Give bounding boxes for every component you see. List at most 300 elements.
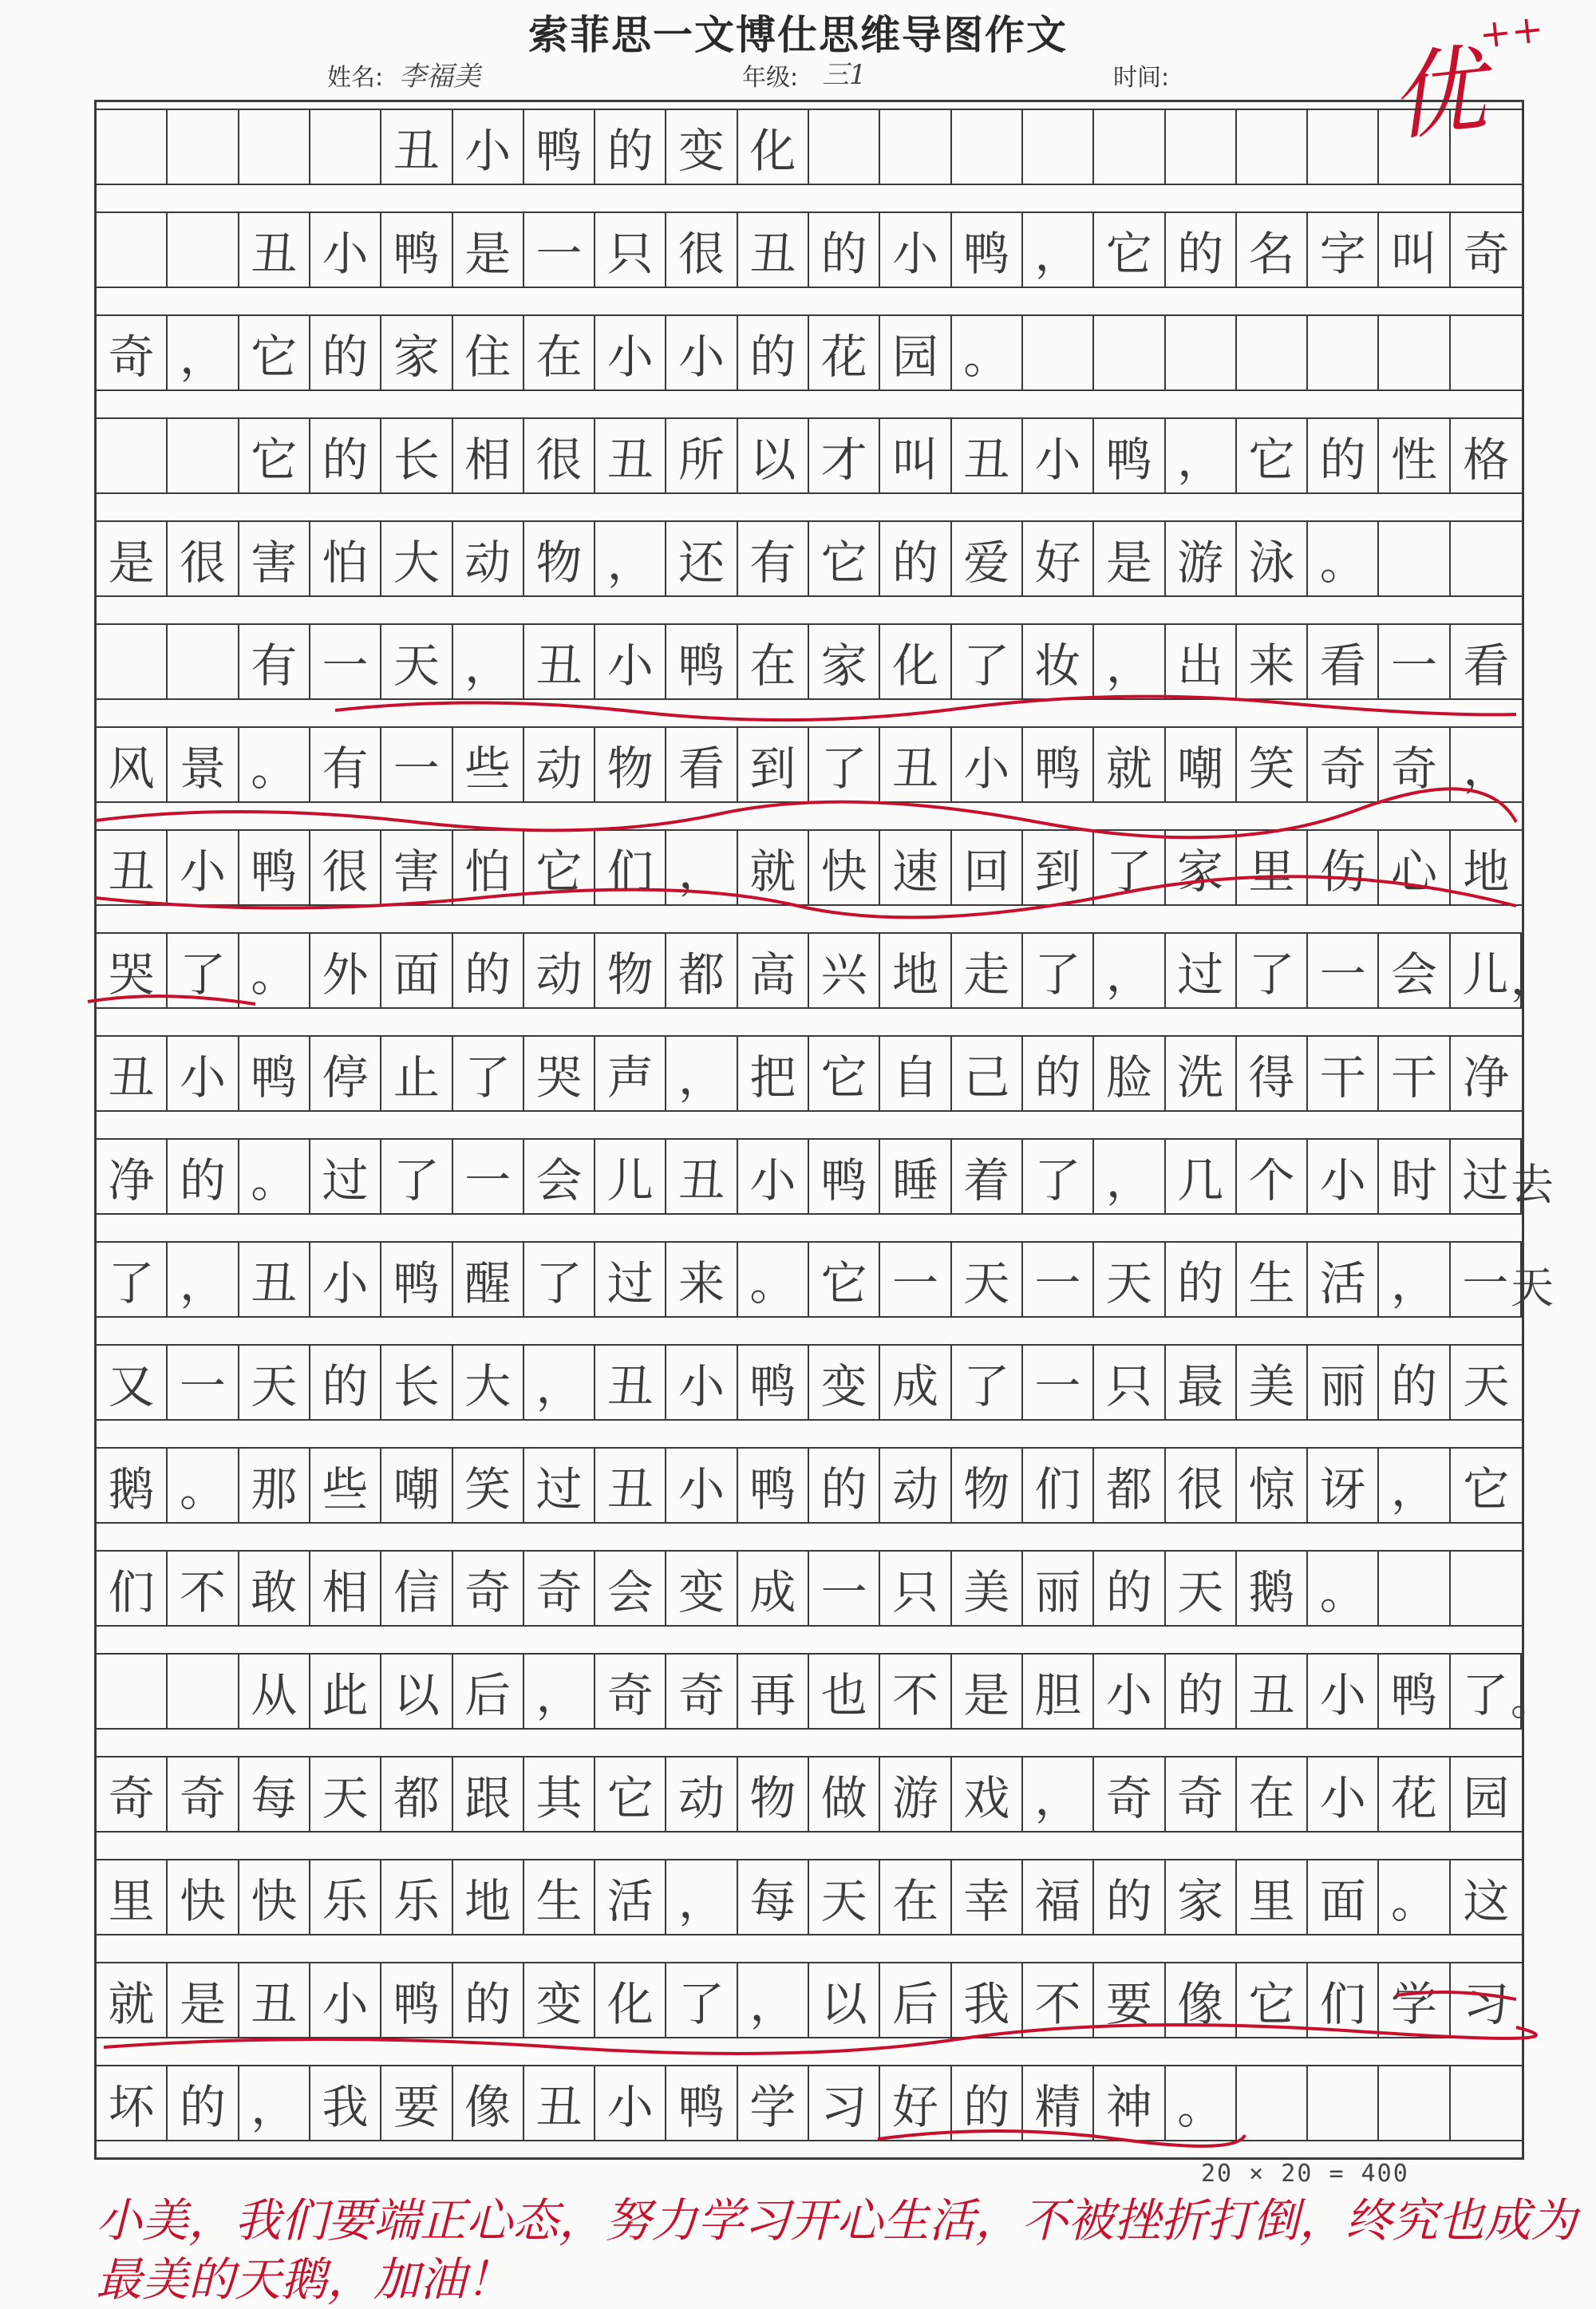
grid-cell: 过 [310,1140,381,1213]
grid-cell: 它 [524,831,595,904]
grid-cell [1451,1552,1522,1625]
grid-cell: ， [666,1860,737,1934]
composition-grid [94,100,1554,2160]
grid-cell: 都 [1094,1449,1165,1522]
grid-cell: 快 [239,1860,310,1934]
grid-cell: 长 [381,1346,452,1419]
grid-row [97,1035,1522,1112]
grid-cell: 变 [666,1552,737,1625]
grid-cell: 走 [952,934,1023,1007]
grid-cell: 园 [1463,1771,1510,1825]
grid-cell: 物 [595,728,666,801]
grid-cell: 格 [1463,433,1510,487]
grid-cell: 就 [738,831,809,904]
grid-cell [1023,110,1094,184]
grid-cell: 的 [880,522,951,595]
grid-cell: 一 [381,728,452,801]
grid-cell: 洗 [1166,1037,1237,1110]
grid-cell: 奇 [1166,1757,1237,1831]
grid-cell [1308,110,1379,184]
grid-cell: 儿 [1451,934,1522,1007]
grid-cell: 丽 [1023,1552,1094,1625]
grid-cell: 。 [239,1140,310,1213]
grid-cell: 家 [1166,831,1237,904]
name-value: 李福美 [399,61,480,93]
grid-cell: 所 [666,419,737,492]
grid-row [97,932,1554,1009]
grid-cell: 地 [1463,844,1510,899]
grid-cell: 了 [1451,1655,1522,1728]
grid-cell: 像 [1166,1963,1237,2037]
grid-cell [1379,1552,1450,1625]
grid-row [97,829,1522,906]
grid-cell: 兴 [809,934,880,1007]
grid-cell [97,419,168,492]
grid-cell: 到 [1023,831,1094,904]
grid-cell: 天 [239,1346,310,1419]
grid-cell: 丑 [738,213,809,287]
grid-cell: 嘲 [1166,728,1237,801]
grid-cell [1451,110,1522,184]
grid-cell: 小 [666,1449,737,1522]
grid-cell: 鸭 [239,831,310,904]
grid-cell: 神 [1094,2066,1165,2140]
grid-cell: 字 [1308,213,1379,287]
grid-cell: 以 [381,1655,452,1728]
grid-cell: 鸭 [952,213,1023,287]
grid-cell: 自 [880,1037,951,1110]
grid-cell: 又 [97,1346,168,1419]
grid-cell: 看 [1463,639,1510,693]
grid-cell: 惊 [1237,1449,1308,1522]
grid-cell: 小 [595,625,666,698]
grid-cell: 这 [1463,1874,1510,1928]
grid-cell: 有 [239,625,310,698]
grid-cell: 物 [595,934,666,1007]
grid-cell: 动 [666,1757,737,1831]
grid-cell: 快 [809,831,880,904]
grid-cell [952,110,1023,184]
grid-cell: 。 [1379,1860,1450,1934]
grid-cell: 天 [1166,1552,1237,1625]
grid-cell: 名 [1237,213,1308,287]
grid-cell: ， [1023,213,1094,287]
grid-cell: 出 [1166,625,1237,698]
grid-cell: 净 [1463,1050,1510,1105]
grid-cell: 鸭 [666,2066,737,2140]
grid-cell: 了 [1023,1140,1094,1213]
grid-cell: 叫 [880,419,951,492]
grid-cell: 美 [1237,1346,1308,1419]
grid-row [97,1138,1554,1215]
grid-cell: 一 [880,1243,951,1316]
grid-cell: 只 [595,213,666,287]
grid-cell [97,625,168,698]
grid-cell: 心 [1379,831,1450,904]
grid-cell: 只 [1094,1346,1165,1419]
grid-cell: 奇 [453,1552,524,1625]
grid-cell: 里 [97,1860,168,1934]
grid-cell: 高 [738,934,809,1007]
grid-cell [168,110,239,184]
grid-cell: 。 [1308,522,1379,595]
grid-cell [1379,522,1450,595]
grid-cell: 成 [880,1346,951,1419]
grid-cell: 丑 [595,1449,666,1522]
grid-cell: 丑 [381,110,452,184]
grid-cell: 。 [738,1243,809,1316]
grid-row [97,314,1522,391]
grid-cell: 游 [1166,522,1237,595]
grid-cell: 学 [1379,1963,1450,2037]
grid-cell: 来 [1237,625,1308,698]
grid-cell: 长 [381,419,452,492]
grid-cell: 的 [595,110,666,184]
grid-cell: 一 [524,213,595,287]
grid-cell: 在 [1237,1757,1308,1831]
grid-cell: ， [168,316,239,389]
grid-cell: 的 [453,934,524,1007]
grid-cell: ， [666,1037,737,1110]
grid-cell: 是 [453,213,524,287]
grid-cell: 们 [1308,1963,1379,2037]
grid-cell: 鸭 [1379,1655,1450,1728]
grid-cell [1308,2066,1379,2140]
grid-cell: 要 [1094,1963,1165,2037]
grid-cell: 了 [524,1243,595,1316]
grid-cell: 了 [168,934,239,1007]
grid-cell: 很 [168,522,239,595]
overflow-char: 去 [1511,1160,1554,1210]
grid-cell [97,110,168,184]
grid-cell: 美 [952,1552,1023,1625]
grid-cell [239,110,310,184]
grid-cell: 了 [1094,831,1165,904]
grid-cell [1166,316,1237,389]
grid-cell: 叫 [1379,213,1450,287]
grid-cell: 要 [381,2066,452,2140]
grid-cell: 己 [952,1037,1023,1110]
grid-row [97,726,1522,803]
grid-cell: 很 [666,213,737,287]
grid-cell: 丑 [524,625,595,698]
grid-cell: 鹅 [1237,1552,1308,1625]
grid-cell: 地 [453,1860,524,1934]
grid-row [97,623,1522,700]
grid-cell: 每 [738,1860,809,1934]
grid-cell: 小 [1308,1140,1379,1213]
grid-cell [1166,110,1237,184]
teacher-comment: 小美，我们要端正心态，努力学习开心生活，不被挫折打倒，终究也成为最美的天鹅，加油！ [96,2193,1578,2307]
grid-cell: 游 [880,1757,951,1831]
grid-cell: 都 [381,1757,452,1831]
grid-cell: 的 [310,419,381,492]
grid-cell: ， [1379,1449,1450,1522]
grid-cell: 伤 [1308,831,1379,904]
grid-cell: 干 [1379,1037,1450,1110]
grid-cell: 了 [1023,934,1094,1007]
grid-cell: 害 [381,831,452,904]
grid-cell: 鹅 [97,1449,168,1522]
grid-cell [1308,316,1379,389]
grid-cell: 丑 [239,1963,310,2037]
grid-cell: 了 [97,1243,168,1316]
grid-cell: 停 [310,1037,381,1110]
grid-cell: 化 [738,110,809,184]
grid-cell: 它 [595,1757,666,1831]
grid-cell: 它 [1237,1963,1308,2037]
grid-cell: 乐 [310,1860,381,1934]
sheet-title: 索菲思一文博仕思维导图作文 [528,11,1068,58]
grid-cell: 奇 [168,1757,239,1831]
grid-cell: 一 [1451,1243,1522,1316]
grid-cell: ， [1379,1243,1450,1316]
grid-cell: ， [738,1963,809,2037]
grid-cell: 园 [880,316,951,389]
grid-cell: 在 [880,1860,951,1934]
grid-cell: 的 [1023,1037,1094,1110]
grid-cell: 后 [453,1655,524,1728]
grid-cell [1237,110,1308,184]
grid-cell: 物 [952,1449,1023,1522]
grid-cell: 活 [1308,1243,1379,1316]
grid-cell: 的 [952,2066,1023,2140]
grid-cell: 都 [666,934,737,1007]
grid-cell: 物 [738,1757,809,1831]
grid-cell: 是 [168,1963,239,2037]
grid-cell: 笑 [453,1449,524,1522]
grid-cell: 哭 [524,1037,595,1110]
grid-cell [809,110,880,184]
grid-cell: 鸭 [738,1346,809,1419]
grid-cell: 笑 [1237,728,1308,801]
grid-cell [168,1655,239,1728]
grid-cell: 小 [880,213,951,287]
grid-row [97,1962,1522,2038]
grid-cell: 面 [381,934,452,1007]
grid-cell: 每 [239,1757,310,1831]
grid-cell: 就 [1094,728,1165,801]
grid-cell: 天 [310,1757,381,1831]
grid-cell: 家 [381,316,452,389]
grid-cell: ， [453,625,524,698]
grid-cell: 我 [310,2066,381,2140]
grid-cell: 性 [1379,419,1450,492]
grid-cell: 住 [453,316,524,389]
grid-cell: 胆 [1023,1655,1094,1728]
overflow-char: 天 [1511,1263,1554,1313]
grid-cell: 的 [1166,213,1237,287]
grid-cell: 戏 [952,1757,1023,1831]
grid-cell: 小 [168,831,239,904]
grid-cell: 奇 [1094,1757,1165,1831]
grid-cell: 小 [310,213,381,287]
grid-cell: 小 [1094,1655,1165,1728]
grid-cell: 不 [168,1552,239,1625]
grid-cell: 小 [168,1037,239,1110]
grid-cell [168,625,239,698]
grid-cell: 奇 [1379,728,1450,801]
grid-cell: 花 [1379,1757,1450,1831]
grid-cell: 一 [1308,934,1379,1007]
grid-cell: 的 [1166,1655,1237,1728]
grid-cell: 变 [809,1346,880,1419]
grid-cell [1379,2066,1450,2140]
grid-cell: 奇 [595,1655,666,1728]
grid-cell: 奇 [666,1655,737,1728]
grid-cell: 变 [524,1963,595,2037]
grid-cell: 鸭 [381,1243,452,1316]
grid-cell: 小 [453,110,524,184]
grid-cell: 家 [1166,1860,1237,1934]
grid-cell: 生 [1237,1243,1308,1316]
grid-cell: 小 [666,316,737,389]
grid-cell: 脸 [1094,1037,1165,1110]
grid-cell: 干 [1308,1037,1379,1110]
grid-count-note: 20 × 20 = 400 [1201,2160,1409,2188]
grid-cell: 很 [310,831,381,904]
grid-cell: 。 [239,728,310,801]
grid-cell: 睡 [880,1140,951,1213]
overflow-char: ， [1511,954,1554,1004]
grid-cell [1379,316,1450,389]
grid-cell: 怕 [453,831,524,904]
grid-cell: 坏 [97,2066,168,2140]
grid-cell: 它 [1237,419,1308,492]
grid-cell: 一 [1023,1346,1094,1419]
grid-cell: 小 [595,316,666,389]
grid-cell: 在 [524,316,595,389]
grid-cell: 精 [1023,2066,1094,2140]
grid-cell: 些 [453,728,524,801]
grid-cell: 鸭 [666,625,737,698]
grid-row [97,1653,1554,1730]
grid-cell: 有 [738,522,809,595]
grid-cell: 小 [310,1243,381,1316]
grid-cell: 相 [310,1552,381,1625]
grid-cell: 害 [239,522,310,595]
grid-cell: 奇 [97,316,168,389]
grid-cell: 止 [381,1037,452,1110]
grid-cell: 天 [1463,1359,1510,1413]
grid-cell: 不 [880,1655,951,1728]
grid-cell: 不 [1023,1963,1094,2037]
grid-cell: 天 [381,625,452,698]
grid-cell: 只 [880,1552,951,1625]
grid-cell: 丑 [97,831,168,904]
grid-cell: 敢 [239,1552,310,1625]
grid-cell: 跟 [453,1757,524,1831]
grid-cell: 的 [168,2066,239,2140]
grid-cell: 了 [453,1037,524,1110]
grid-cell: 醒 [453,1243,524,1316]
grid-cell: 花 [809,316,880,389]
grid-cell: 风 [97,728,168,801]
grid-cell: ， [1094,1140,1165,1213]
grid-cell: 们 [595,831,666,904]
grid-cell: 其 [524,1757,595,1831]
grid-cell: 它 [1094,213,1165,287]
grid-cell [880,110,951,184]
grid-cell: 鸭 [1023,728,1094,801]
grid-cell: 的 [310,316,381,389]
grid-cell: 。 [1166,2066,1237,2140]
grid-cell: 它 [239,419,310,492]
grid-cell: 以 [809,1963,880,2037]
grid-row [97,1241,1554,1318]
grade-value: 三1 [822,59,867,91]
grid-cell: 景 [168,728,239,801]
grid-cell: 化 [880,625,951,698]
grid-cell: 们 [97,1552,168,1625]
grid-cell: 的 [168,1140,239,1213]
grid-cell: 小 [595,2066,666,2140]
grid-cell: 净 [97,1140,168,1213]
grid-cell: 把 [738,1037,809,1110]
grid-cell: 鸭 [809,1140,880,1213]
grid-cell: 天 [1094,1243,1165,1316]
grid-cell: 时 [1379,1140,1450,1213]
grid-row [97,1756,1522,1833]
grid-cell: 它 [809,522,880,595]
grid-cell: 过 [524,1449,595,1522]
grid-cell: 丑 [595,1346,666,1419]
grid-cell: 它 [1463,1462,1510,1516]
grid-cell: 看 [666,728,737,801]
grid-cell: ， [595,522,666,595]
grade-label: 年级: [742,64,799,92]
grid-cell: 好 [880,2066,951,2140]
grid-cell: 是 [1094,522,1165,595]
time-label: 时间: [1113,64,1170,92]
grid-cell [97,1655,168,1728]
grid-cell: 爱 [952,522,1023,595]
grid-cell: 。 [1308,1552,1379,1625]
grid-cell: 地 [880,934,951,1007]
grid-cell: 着 [952,1140,1023,1213]
grid-cell: 面 [1308,1860,1379,1934]
grid-cell: 到 [738,728,809,801]
grid-row [97,417,1522,494]
grid-cell: 很 [1166,1449,1237,1522]
grid-cell: 过 [1451,1140,1522,1213]
grid-cell: 。 [168,1449,239,1522]
grid-cell: 里 [1237,831,1308,904]
grid-cell: 是 [97,522,168,595]
grid-cell: 学 [738,2066,809,2140]
grid-row [97,520,1522,597]
grid-cell: 活 [595,1860,666,1934]
grid-cell: 儿 [595,1140,666,1213]
grid-cell: 泳 [1237,522,1308,595]
grid-cell: 做 [809,1757,880,1831]
grid-cell: 小 [1308,1655,1379,1728]
grid-cell: 们 [1023,1449,1094,1522]
grid-cell: 信 [381,1552,452,1625]
grid-cell: 会 [1379,934,1450,1007]
grid-cell: 它 [809,1243,880,1316]
grid-cell: 丑 [239,213,310,287]
grid-cell [1451,2066,1522,2140]
grid-cell: 好 [1023,522,1094,595]
grid-cell: 物 [524,522,595,595]
grid-cell: 就 [97,1963,168,2037]
grid-cell: 奇 [524,1552,595,1625]
grid-cell: 一 [809,1552,880,1625]
grid-cell: 。 [952,316,1023,389]
grid-cell: 的 [1166,1243,1237,1316]
grid-cell: 像 [453,2066,524,2140]
